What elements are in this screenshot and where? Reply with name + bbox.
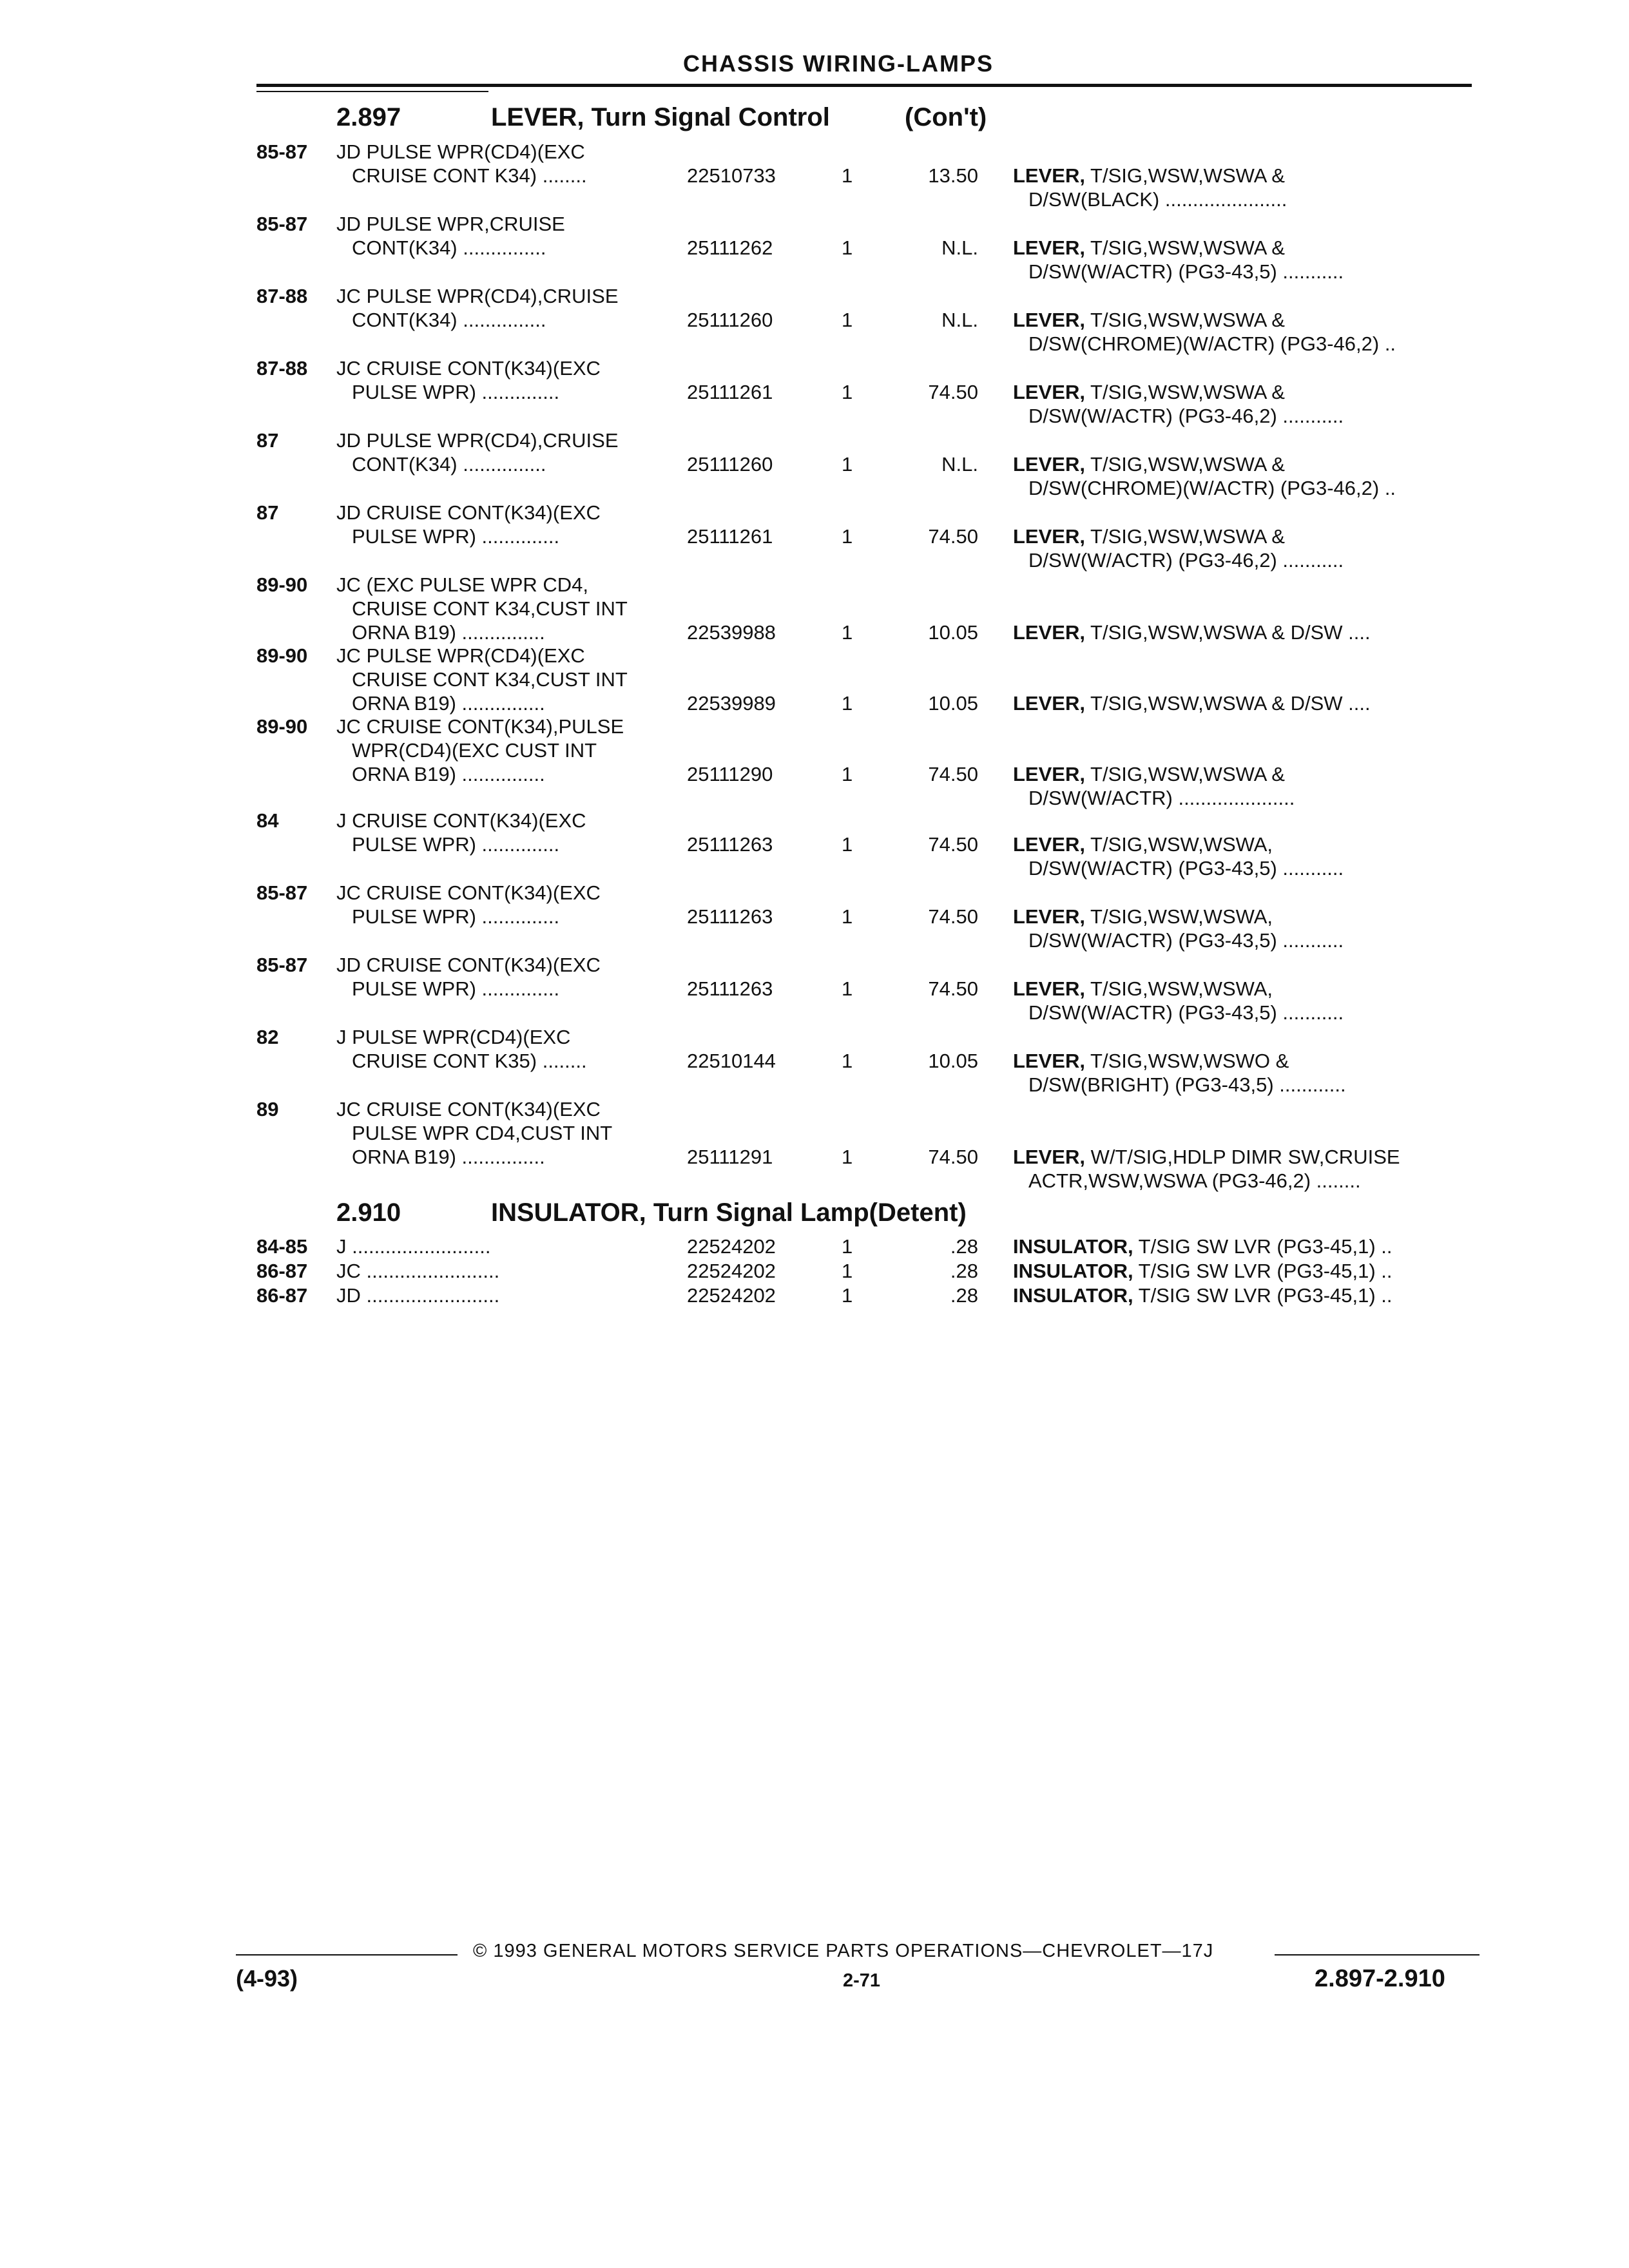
description-continuation: D/SW(W/ACTR) (PG3-43,5) ........... xyxy=(1028,857,1344,879)
description-continuation: D/SW(CHROME)(W/ACTR) (PG3-46,2) .. xyxy=(1028,477,1396,499)
part-number: 25111261 xyxy=(687,525,773,548)
description xyxy=(1013,381,1285,404)
application-text: JD PULSE WPR(CD4)(EXC xyxy=(336,140,585,163)
application-text: JC ........................ xyxy=(336,1260,500,1282)
quantity: 1 xyxy=(842,621,853,644)
quantity: 1 xyxy=(842,692,853,715)
price: .28 xyxy=(950,1284,978,1307)
description-noun: LEVER, xyxy=(1013,453,1085,476)
description-text: T/SIG,WSW,WSWA & D/SW .... xyxy=(1084,692,1371,715)
model-year: 85-87 xyxy=(256,954,308,976)
description-continuation: D/SW(BLACK) ...................... xyxy=(1028,188,1287,211)
price: 13.50 xyxy=(928,164,978,187)
application-text: CRUISE CONT K34,CUST INT xyxy=(352,668,628,691)
application-text: JD PULSE WPR,CRUISE xyxy=(336,213,565,235)
part-number: 25111263 xyxy=(687,977,773,1000)
description-text: T/SIG,WSW,WSWO & xyxy=(1084,1050,1289,1072)
model-year: 89-90 xyxy=(256,715,308,738)
part-number: 25111290 xyxy=(687,763,773,785)
application-text: J CRUISE CONT(K34)(EXC xyxy=(336,809,586,832)
price: 74.50 xyxy=(928,1146,978,1168)
description-text: W/T/SIG,HDLP DIMR SW,CRUISE xyxy=(1084,1146,1400,1168)
price: N.L. xyxy=(941,236,978,259)
description-noun: LEVER, xyxy=(1013,164,1085,187)
part-number: 25111261 xyxy=(687,381,773,403)
application-text: PULSE WPR) .............. xyxy=(352,525,560,548)
description xyxy=(1013,1050,1289,1073)
description xyxy=(1013,309,1285,332)
part-number: 22539988 xyxy=(687,621,776,644)
page-header-title: CHASSIS WIRING-LAMPS xyxy=(683,50,994,77)
section-name: LEVER, Turn Signal Control xyxy=(491,103,830,131)
description xyxy=(1013,453,1285,476)
description-continuation: D/SW(CHROME)(W/ACTR) (PG3-46,2) .. xyxy=(1028,332,1396,355)
application-text: PULSE WPR) .............. xyxy=(352,381,560,403)
quantity: 1 xyxy=(842,453,853,476)
quantity: 1 xyxy=(842,236,853,259)
model-year: 86-87 xyxy=(256,1260,308,1282)
part-number: 25111260 xyxy=(687,453,773,476)
application-text: ORNA B19) ............... xyxy=(352,763,545,785)
quantity: 1 xyxy=(842,1260,853,1282)
part-number: 22510733 xyxy=(687,164,776,187)
description xyxy=(1013,1146,1400,1169)
part-number: 25111262 xyxy=(687,236,773,259)
description-continuation: D/SW(W/ACTR) ..................... xyxy=(1028,787,1295,809)
application-text: J PULSE WPR(CD4)(EXC xyxy=(336,1026,571,1048)
price: 74.50 xyxy=(928,833,978,856)
application-text: JD CRUISE CONT(K34)(EXC xyxy=(336,501,601,524)
description-noun: LEVER, xyxy=(1013,381,1085,403)
description xyxy=(1013,525,1285,548)
header-rule xyxy=(256,84,1472,87)
price: .28 xyxy=(950,1260,978,1282)
application-text: ORNA B19) ............... xyxy=(352,1146,545,1168)
price: 10.05 xyxy=(928,1050,978,1072)
price: N.L. xyxy=(941,453,978,476)
description-continuation: D/SW(W/ACTR) (PG3-43,5) ........... xyxy=(1028,1001,1344,1024)
application-text: CRUISE CONT K35) ........ xyxy=(352,1050,587,1072)
application-text: ORNA B19) ............... xyxy=(352,621,545,644)
description-continuation: D/SW(W/ACTR) (PG3-46,2) ........... xyxy=(1028,405,1344,427)
description-text: T/SIG,WSW,WSWA, xyxy=(1084,905,1273,928)
quantity: 1 xyxy=(842,1050,853,1072)
footer-date: (4-93) xyxy=(236,1965,298,1992)
description-text: T/SIG,WSW,WSWA & xyxy=(1084,453,1285,476)
description-noun: LEVER, xyxy=(1013,1050,1085,1072)
description-text: T/SIG,WSW,WSWA & xyxy=(1084,381,1285,403)
price: .28 xyxy=(950,1235,978,1258)
part-number: 25111263 xyxy=(687,833,773,856)
description-text: T/SIG,WSW,WSWA & xyxy=(1084,763,1285,785)
application-text: PULSE WPR) .............. xyxy=(352,977,560,1000)
application-text: CONT(K34) ............... xyxy=(352,236,546,259)
application-text: CONT(K34) ............... xyxy=(352,309,546,331)
description-noun: INSULATOR, xyxy=(1013,1284,1133,1307)
description-text: T/SIG SW LVR (PG3-45,1) .. xyxy=(1133,1284,1393,1307)
application-text: CRUISE CONT K34) ........ xyxy=(352,164,587,187)
quantity: 1 xyxy=(842,833,853,856)
application-text: WPR(CD4)(EXC CUST INT xyxy=(352,739,597,762)
description xyxy=(1013,763,1285,786)
price: 74.50 xyxy=(928,525,978,548)
part-number: 25111260 xyxy=(687,309,773,331)
section-name: INSULATOR, Turn Signal Lamp(Detent) xyxy=(491,1198,967,1227)
description-noun: INSULATOR, xyxy=(1013,1260,1133,1282)
description-text: T/SIG,WSW,WSWA & xyxy=(1084,525,1285,548)
price: 74.50 xyxy=(928,977,978,1000)
quantity: 1 xyxy=(842,381,853,403)
price: 74.50 xyxy=(928,381,978,403)
part-number: 25111263 xyxy=(687,905,773,928)
description xyxy=(1013,621,1371,644)
description xyxy=(1013,1284,1393,1307)
description-text: T/SIG SW LVR (PG3-45,1) .. xyxy=(1133,1260,1393,1282)
part-number: 22524202 xyxy=(687,1284,776,1307)
application-text: JC CRUISE CONT(K34),PULSE xyxy=(336,715,624,738)
description xyxy=(1013,977,1273,1001)
application-text: JD CRUISE CONT(K34)(EXC xyxy=(336,954,601,976)
description-noun: LEVER, xyxy=(1013,525,1085,548)
description xyxy=(1013,692,1371,715)
quantity: 1 xyxy=(842,309,853,331)
description-noun: INSULATOR, xyxy=(1013,1235,1133,1258)
application-text: JC (EXC PULSE WPR CD4, xyxy=(336,573,589,596)
part-number: 22539989 xyxy=(687,692,776,715)
application-text: CRUISE CONT K34,CUST INT xyxy=(352,597,628,620)
quantity: 1 xyxy=(842,905,853,928)
description xyxy=(1013,1235,1393,1258)
application-text: PULSE WPR CD4,CUST INT xyxy=(352,1122,613,1144)
model-year: 89 xyxy=(256,1098,279,1120)
model-year: 89-90 xyxy=(256,573,308,596)
description-text: T/SIG SW LVR (PG3-45,1) .. xyxy=(1133,1235,1393,1258)
description xyxy=(1013,833,1273,856)
description-noun: LEVER, xyxy=(1013,763,1085,785)
price: 10.05 xyxy=(928,692,978,715)
description-continuation: D/SW(W/ACTR) (PG3-43,5) ........... xyxy=(1028,260,1344,283)
description-text: T/SIG,WSW,WSWA & D/SW .... xyxy=(1084,621,1371,644)
model-year: 85-87 xyxy=(256,881,308,904)
application-text: JC CRUISE CONT(K34)(EXC xyxy=(336,1098,601,1120)
application-text: JD ........................ xyxy=(336,1284,500,1307)
price: 74.50 xyxy=(928,763,978,785)
application-text: JC PULSE WPR(CD4),CRUISE xyxy=(336,285,619,307)
quantity: 1 xyxy=(842,1284,853,1307)
application-text: JD PULSE WPR(CD4),CRUISE xyxy=(336,429,619,452)
model-year: 85-87 xyxy=(256,140,308,163)
price: 74.50 xyxy=(928,905,978,928)
footer-rule-right xyxy=(1275,1954,1480,1956)
footer-rule-left xyxy=(236,1954,458,1956)
description-noun: LEVER, xyxy=(1013,833,1085,856)
description xyxy=(1013,1260,1393,1283)
application-text: JC PULSE WPR(CD4)(EXC xyxy=(336,644,585,667)
model-year: 87-88 xyxy=(256,357,308,380)
model-year: 85-87 xyxy=(256,213,308,235)
application-text: ORNA B19) ............... xyxy=(352,692,545,715)
model-year: 89-90 xyxy=(256,644,308,667)
description-continuation: D/SW(W/ACTR) (PG3-43,5) ........... xyxy=(1028,929,1344,952)
description-noun: LEVER, xyxy=(1013,236,1085,259)
model-year: 82 xyxy=(256,1026,279,1048)
section-number: 2.910 xyxy=(336,1198,401,1227)
footer-page-number: 2-71 xyxy=(843,1970,881,1991)
model-year: 84 xyxy=(256,809,279,832)
description-noun: LEVER, xyxy=(1013,692,1085,715)
description-text: T/SIG,WSW,WSWA & xyxy=(1084,309,1285,331)
header-rule-secondary xyxy=(256,91,488,92)
description-text: T/SIG,WSW,WSWA & xyxy=(1084,236,1285,259)
application-text: PULSE WPR) .............. xyxy=(352,905,560,928)
description-text: T/SIG,WSW,WSWA, xyxy=(1084,977,1273,1000)
quantity: 1 xyxy=(842,1235,853,1258)
footer-copyright: © 1993 GENERAL MOTORS SERVICE PARTS OPERATIONS—CHEVROLET—17J xyxy=(473,1941,1214,1961)
footer-section-range: 2.897-2.910 xyxy=(1315,1965,1445,1992)
price: 10.05 xyxy=(928,621,978,644)
part-number: 22510144 xyxy=(687,1050,776,1072)
quantity: 1 xyxy=(842,525,853,548)
part-number: 25111291 xyxy=(687,1146,773,1168)
description xyxy=(1013,164,1285,187)
quantity: 1 xyxy=(842,977,853,1000)
application-text: J ......................... xyxy=(336,1235,491,1258)
application-text: JC CRUISE CONT(K34)(EXC xyxy=(336,881,601,904)
description-continuation: ACTR,WSW,WSWA (PG3-46,2) ........ xyxy=(1028,1169,1361,1192)
model-year: 84-85 xyxy=(256,1235,308,1258)
section-continued: (Con't) xyxy=(905,103,987,131)
application-text: CONT(K34) ............... xyxy=(352,453,546,476)
model-year: 87-88 xyxy=(256,285,308,307)
price: N.L. xyxy=(941,309,978,331)
description-noun: LEVER, xyxy=(1013,621,1085,644)
description xyxy=(1013,905,1273,928)
part-number: 22524202 xyxy=(687,1260,776,1282)
model-year: 87 xyxy=(256,501,279,524)
description-continuation: D/SW(W/ACTR) (PG3-46,2) ........... xyxy=(1028,549,1344,572)
model-year: 86-87 xyxy=(256,1284,308,1307)
description-text: T/SIG,WSW,WSWA & xyxy=(1084,164,1285,187)
part-number: 22524202 xyxy=(687,1235,776,1258)
model-year: 87 xyxy=(256,429,279,452)
description-continuation: D/SW(BRIGHT) (PG3-43,5) ............ xyxy=(1028,1073,1346,1096)
quantity: 1 xyxy=(842,763,853,785)
quantity: 1 xyxy=(842,164,853,187)
description xyxy=(1013,236,1285,260)
section-number: 2.897 xyxy=(336,103,401,131)
application-text: JC CRUISE CONT(K34)(EXC xyxy=(336,357,601,380)
quantity: 1 xyxy=(842,1146,853,1168)
description-noun: LEVER, xyxy=(1013,905,1085,928)
application-text: PULSE WPR) .............. xyxy=(352,833,560,856)
description-text: T/SIG,WSW,WSWA, xyxy=(1084,833,1273,856)
description-noun: LEVER, xyxy=(1013,977,1085,1000)
description-noun: LEVER, xyxy=(1013,1146,1085,1168)
description-noun: LEVER, xyxy=(1013,309,1085,331)
